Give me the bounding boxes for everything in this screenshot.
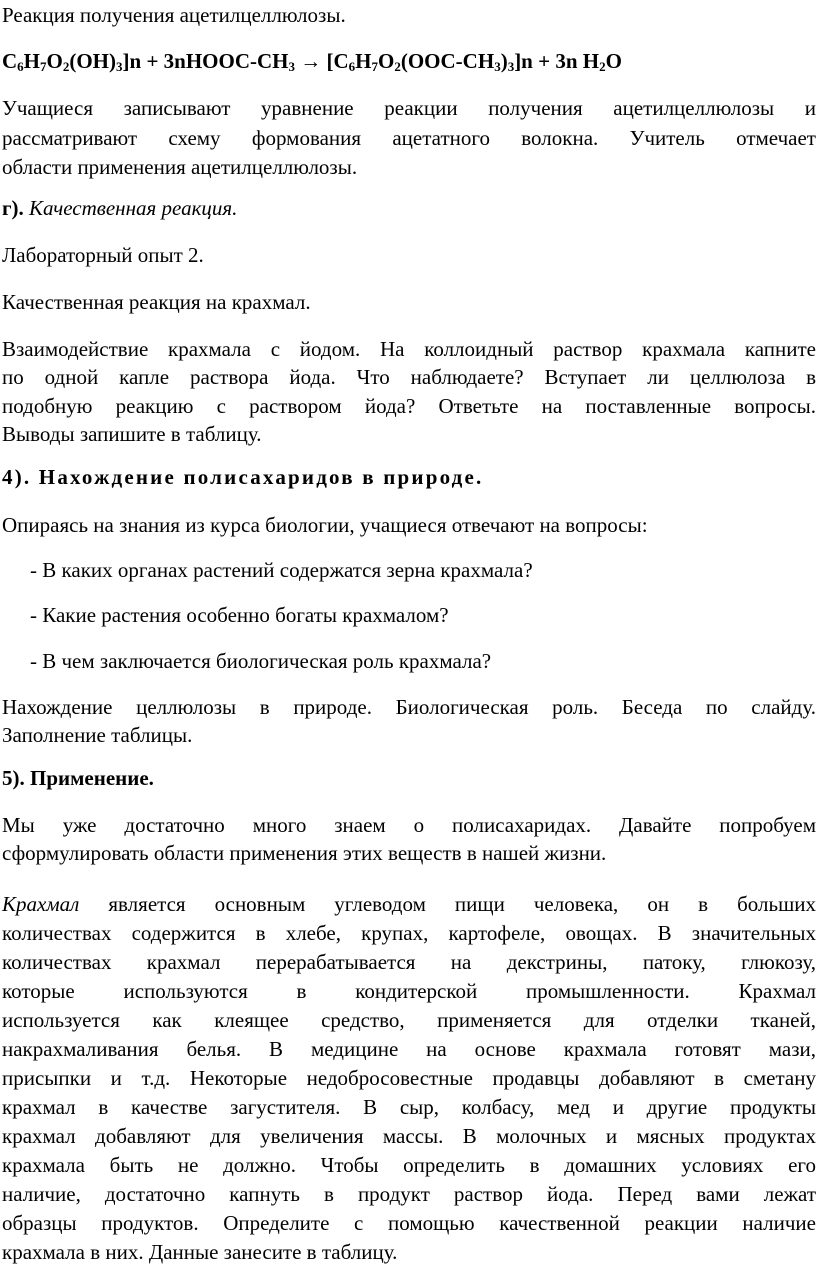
section-g-heading: [2, 195, 816, 222]
paragraph-line: Взаимодействие крахмала с йодом. На коллоидный раствор крахмала капните: [2, 337, 816, 361]
paragraph-line: крахмал в качестве загустителя. В сыр, колбасу, мед и другие продукты: [2, 1095, 816, 1119]
section-4-heading: 4). Нахождение полисахаридов в природе.: [2, 465, 484, 489]
section-5-title: Применение.: [30, 766, 154, 790]
paragraph-line: по одной капле раствора йода. Что наблюдаете? Вступает ли целлюлоза в: [2, 365, 816, 389]
paragraph-line: присыпки и т.д. Некоторые недобросовестные продавцы добавляют в сметану: [2, 1066, 816, 1090]
paragraph-intro: Реакция получения ацетилцеллюлозы.: [2, 3, 346, 27]
reaction-equation: $C_6H_7O_2(OH)_3]n$ + $3nHOOC-CH_3 \to [C_6H_7O_2(OOC-CH_3)_3]n + 3n$ $H_2O$: [2, 49, 622, 74]
starch-term: Крахмал: [2, 892, 80, 916]
paragraph-line: Нахождение целлюлозы в природе. Биологическая роль. Беседа по слайду.: [2, 695, 816, 719]
paragraph-line: Выводы запишите в таблицу.: [2, 422, 262, 446]
paragraph-line: крахмала в них. Данные занесите в таблицу.: [2, 1240, 398, 1264]
paragraph-line: наличие, достаточно капнуть в продукт раствор йода. Перед вами лежат: [2, 1182, 816, 1206]
paragraph-line: подобную реакцию с раствором йода? Ответьте на поставленные вопросы.: [2, 394, 816, 418]
paragraph-line: используется как клеящее средство, применяется для отделки тканей,: [2, 1008, 816, 1032]
section-5-heading: [2, 765, 816, 792]
paragraph-line: количествах содержится в хлебе, крупах, картофеле, овощах. В значительных: [2, 921, 816, 945]
paragraph-line: которые используются в кондитерской промышленности. Крахмал: [2, 979, 816, 1003]
paragraph-line: крахмал добавляют для увеличения массы. В молочных и мясных продуктах: [2, 1124, 816, 1148]
lab-experiment-title: Лабораторный опыт 2.: [2, 243, 204, 267]
paragraph-line: крахмала быть не должно. Чтобы определить в домашних условиях его: [2, 1153, 816, 1177]
paragraph-line: области применения ацетилцеллюлозы.: [2, 155, 358, 179]
paragraph-line: Крахмал является основным углеводом пищи человека, он в больших: [2, 892, 816, 916]
paragraph-line: Мы уже достаточно много знаем о полисахаридах. Давайте попробуем: [2, 813, 816, 837]
paragraph-line: накрахмаливания белья. В медицине на основе крахмала готовят мази,: [2, 1037, 816, 1061]
paragraph-line: Учащиеся записывают уравнение реакции получения ацетилцеллюлозы и: [2, 96, 816, 120]
qualitative-reaction-title: Качественная реакция на крахмал.: [2, 290, 311, 314]
section-g-label: г).: [2, 196, 24, 220]
question-item: - В чем заключается биологическая роль крахмала?: [30, 649, 492, 673]
paragraph-line: сформулировать области применения этих веществ в нашей жизни.: [2, 841, 607, 865]
paragraph-line: Заполнение таблицы.: [2, 723, 193, 747]
question-item: - В каких органах растений содержатся зерна крахмала?: [30, 558, 533, 582]
paragraph-line: рассматривают схему формования ацетатного волокна. Учитель отмечает: [2, 126, 816, 150]
section-g-title: Качественная реакция.: [29, 196, 238, 220]
paragraph-line: Опираясь на знания из курса биологии, учащиеся отвечают на вопросы:: [2, 513, 648, 537]
paragraph-line: образцы продуктов. Определите с помощью качественной реакции наличие: [2, 1211, 816, 1235]
section-5-number: 5).: [2, 766, 25, 790]
paragraph-line: количествах крахмал перерабатывается на декстрины, патоку, глюкозу,: [2, 950, 816, 974]
question-item: - Какие растения особенно богаты крахмалом?: [30, 603, 449, 627]
